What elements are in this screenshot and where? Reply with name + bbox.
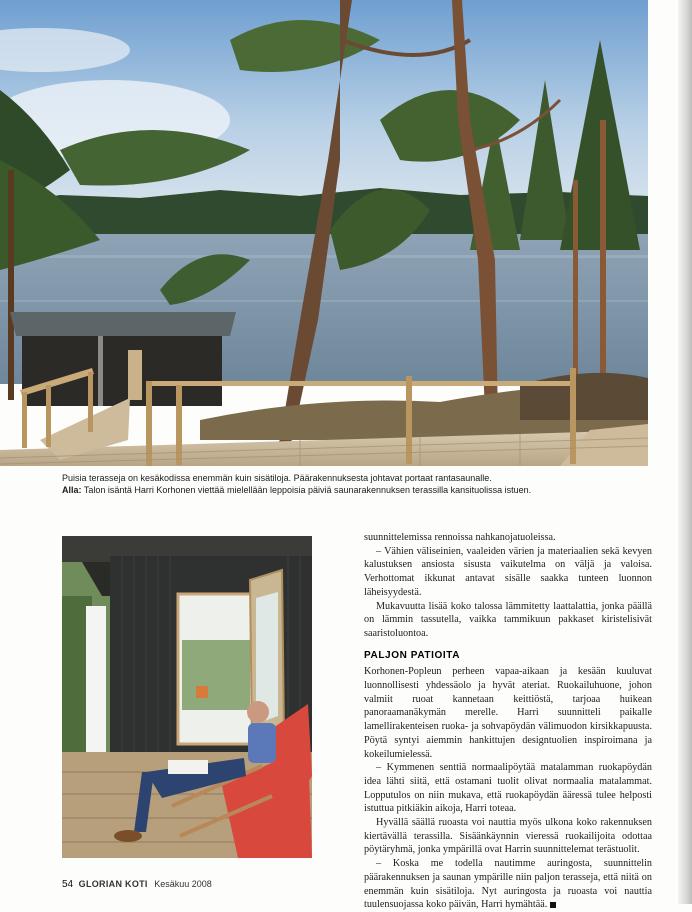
photo-caption-top: Puisia terasseja on kesäkodissa enemmän kuin sisätiloja. Päärakennuksesta johtavat portaat rantasaunalle.	[62, 473, 492, 483]
article-paragraph: Korhonen-Popleun perheen vapaa-aikaan ja kesään kuuluvat luonnollisesti yhdessäolo ja hyvät ateriat. Ruokailuhuone, johon valmiit ruoat kannetaan keittiöstä, tarjoaa huikean panoraamanäkymän merelle. Harri suunnitteli paikalle lamellirakenteisen ruoka- ja sohvapöydän välimuodon kirsikkapuusta. Pöytä syntyi aiemmin hankittujen designtuolien inspiroimana ja kokeilumielessä.	[364, 666, 652, 760]
article-paragraph-text: – Koska me todella nautimme auringosta, suunnittelin päärakennuksen ja saunan ympärille niin paljon terasseja, että niitä on enemmän kuin sisätiloja. Nyt auringosta ja ruoasta voi nauttia tuulensuojassa koko päivän, Harri hymähtää.	[364, 858, 652, 911]
article-paragraph: – Vähien väliseinien, vaaleiden värien ja materiaalien sekä kevyen kalustuksen ansiosta sisusta vaikutelma on väljä ja valoisa. Verhottomat ikkunat antavat sisälle saakka tunteen luonnon läheisyydestä.	[364, 545, 652, 598]
page-number: 54	[62, 879, 74, 890]
page-footer	[62, 879, 212, 890]
article-paragraph-last	[364, 857, 652, 912]
article-paragraph: suunnittelemissa rennoissa nahkanojatuoleissa.	[364, 532, 556, 543]
end-mark-icon	[550, 902, 556, 908]
article-paragraph: – Kymmenen senttiä normaalipöytää matalamman ruokapöydän idea lähti siitä, että ostamani tuolit olivat normaalia matalammat. Lopputulos on niin mukava, että ruokapöydän ääressä tulee helposti istuttua pitkiäkin aikoja, Harri toteaa.	[364, 762, 652, 815]
page-spine-shadow	[678, 0, 692, 904]
caption-lead-label: Alla:	[62, 485, 82, 495]
sauna-terrace-photo	[62, 536, 312, 858]
section-heading: PALJON PATIOITA	[364, 649, 461, 661]
article-paragraph: Mukavuutta lisää koko talossa lämmitetty laattalattia, jonka päällä on lämmin tassutella, vaikka tammikuun pakkaset kiristelisivät saaristoluontoa.	[364, 600, 652, 639]
article-body	[364, 531, 652, 912]
issue-date: Kesäkuu 2008	[154, 879, 212, 889]
magazine-name: GLORIAN KOTI	[78, 879, 148, 889]
caption-below-text: Talon isäntä Harri Korhonen viettää mielellään leppoisia päiviä saunarakennuksen terassilla kansituolissa istuen.	[83, 485, 532, 495]
photo-caption-below	[62, 484, 622, 496]
lake-terrace-photo	[0, 0, 648, 466]
article-paragraph: Hyvällä säällä ruoasta voi nauttia myös ulkona koko rakennuksen kiertävällä terassilla. Sisäänkäynnin vieressä ruokailijoita odottaa pöytäryhmä, jonka ympärillä ovat Harrin suunnittelemat terästuolit.	[364, 817, 652, 856]
